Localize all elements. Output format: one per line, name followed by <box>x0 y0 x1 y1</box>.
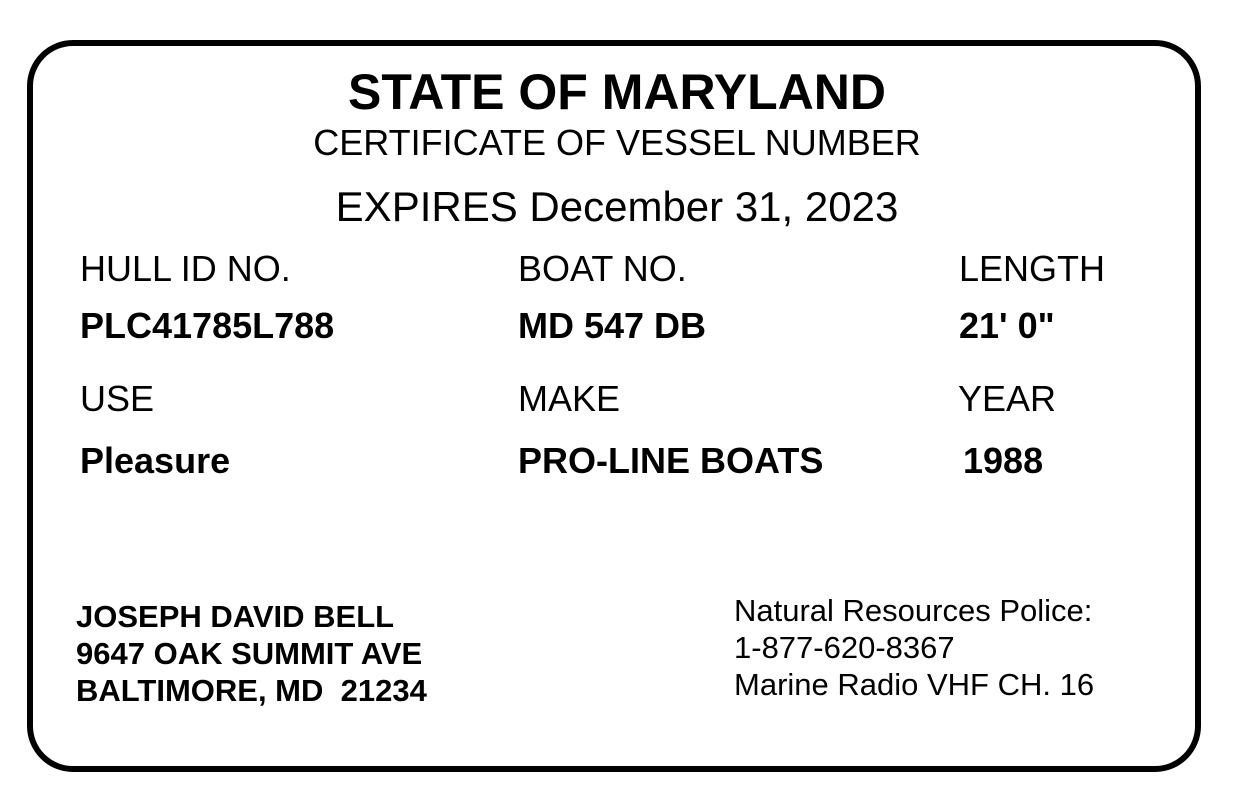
boat-no-label: BOAT NO. <box>518 248 687 289</box>
state-title: STATE OF MARYLAND <box>348 64 886 120</box>
owner-street: 9647 OAK SUMMIT AVE <box>76 636 423 671</box>
length-value: 21' 0" <box>959 305 1055 346</box>
year-value: 1988 <box>963 440 1044 481</box>
hull-id-label: HULL ID NO. <box>80 248 291 289</box>
make-label: MAKE <box>518 378 621 419</box>
police-agency: Natural Resources Police: <box>734 593 1093 628</box>
owner-name: JOSEPH DAVID BELL <box>76 599 395 634</box>
expiration-date: EXPIRES December 31, 2023 <box>335 183 899 230</box>
hull-id-value: PLC41785L788 <box>80 305 335 346</box>
year-label: YEAR <box>958 378 1057 419</box>
use-value: Pleasure <box>80 440 231 481</box>
make-value: PRO-LINE BOATS <box>518 440 824 481</box>
police-phone: 1-877-620-8367 <box>734 630 955 665</box>
use-label: USE <box>80 378 155 419</box>
owner-city-line: BALTIMORE, MD 21234 <box>76 673 427 708</box>
certificate-title: CERTIFICATE OF VESSEL NUMBER <box>313 122 921 163</box>
boat-no-value: MD 547 DB <box>518 305 707 346</box>
marine-radio-channel: Marine Radio VHF CH. 16 <box>734 667 1095 702</box>
length-label: LENGTH <box>959 248 1106 289</box>
